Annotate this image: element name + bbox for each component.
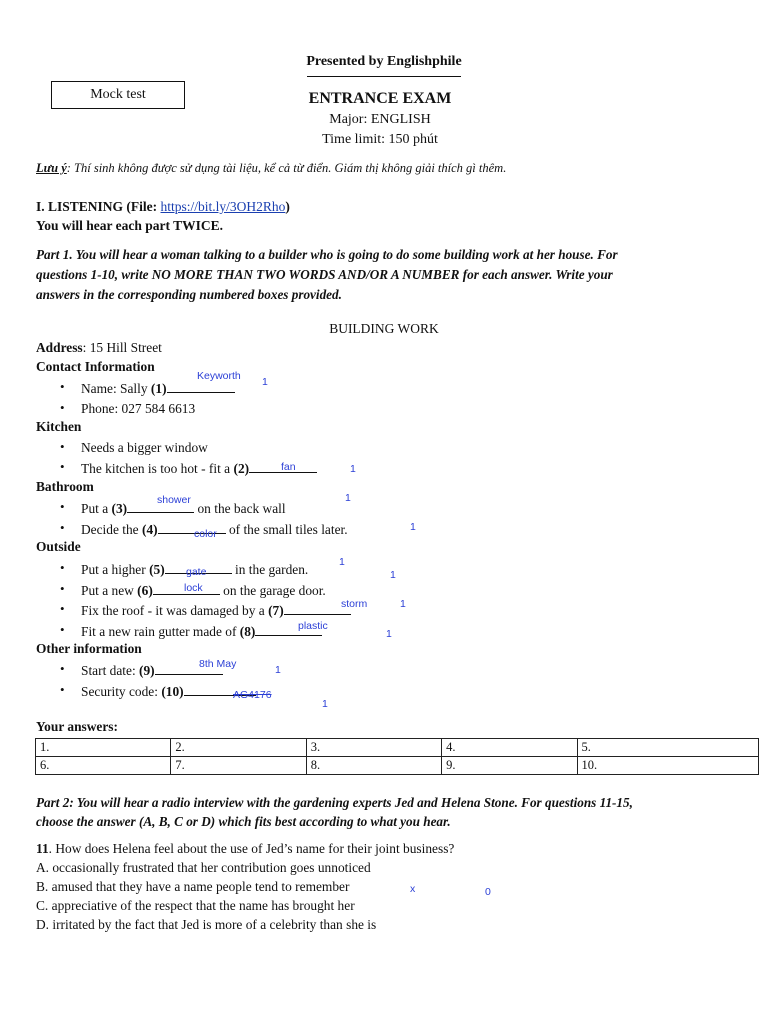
handwritten-q11-mark: x [410,883,416,895]
handwritten-answer-3: shower [157,494,191,506]
handwritten-score-5b: 1 [390,569,396,581]
outside-heading: Outside [36,539,81,554]
form-title: BUILDING WORK [329,321,439,336]
listening-heading [36,199,290,215]
hear-twice-note: You will hear each part TWICE. [36,218,224,233]
handwritten-answer-10: AG4176 [233,689,272,701]
listening-heading-prefix: I. LISTENING (File: [36,199,161,214]
answer-cell[interactable]: 8. [306,757,441,775]
handwritten-answer-1: Keyworth [197,370,241,382]
part1-instructions-line3: answers in the corresponding numbered boxes provided. [36,287,342,302]
handwritten-answer-4: color [194,528,217,540]
out-gutter-prefix: Fit a new rain gutter made of [81,624,240,639]
part2-instructions-line1: Part 2: You will hear a radio interview with the gardening experts Jed and Helena Stone. For questions 11-15, [36,795,633,810]
blank-number-3: (3) [111,501,128,516]
header-divider [307,76,461,77]
presented-by: Presented by Englishphile [306,54,462,69]
question-11 [36,841,454,857]
handwritten-q11-score: 0 [485,886,491,898]
part2-instructions-line2: choose the answer (A, B, C or D) which fits best according to what you hear. [36,814,451,829]
answers-table [35,738,759,775]
handwritten-score-8: 1 [386,628,392,640]
handwritten-score-9: 1 [275,664,281,676]
answer-cell[interactable]: 2. [171,739,306,757]
bullet: • [60,520,65,535]
contact-heading: Contact Information [36,359,155,374]
blank-number-5: (5) [149,562,165,577]
listening-heading-suffix: ) [285,199,290,214]
handwritten-score-2: 1 [350,463,356,475]
address-label: Address [36,340,83,355]
other-info-heading: Other information [36,641,142,656]
bath-color-suffix: of the small tiles later. [225,522,348,537]
bullet: • [60,459,65,474]
blank-number-7: (7) [268,603,284,618]
blank-number-2: (2) [233,461,250,476]
option-b[interactable]: B. amused that they have a name people tend to remember [36,879,350,894]
out-gutter-line [81,623,322,640]
note-text: : Thí sinh không được sử dụng tài liệu, kể cả từ điển. Giám thị không giải thích gì thêm. [66,161,507,175]
handwritten-score-10: 1 [322,698,328,710]
answer-cell[interactable]: 3. [306,739,441,757]
out-lock-suffix: on the garage door. [219,583,326,598]
blank-number-1: (1) [150,381,167,396]
out-gate-prefix: Put a higher [81,562,150,577]
handwritten-score-1: 1 [262,376,268,388]
your-answers-label: Your answers: [36,719,118,734]
bath-shower-suffix: on the back wall [194,501,286,516]
question-11-number: 11 [36,841,49,856]
address-value: : 15 Hill Street [82,340,162,355]
option-a[interactable]: A. occasionally frustrated that her contribution goes unnoticed [36,860,371,875]
audio-file-link[interactable]: https://bit.ly/3OH2Rho [160,199,286,214]
bathroom-heading: Bathroom [36,479,94,494]
handwritten-answer-6: lock [184,582,203,594]
blank-number-8: (8) [239,624,256,639]
handwritten-answer-2: fan [281,461,296,473]
exam-major: Major: ENGLISH [329,112,431,127]
address-line [36,340,162,356]
handwritten-score-7: 1 [400,598,406,610]
bullet: • [60,682,65,697]
blank-number-6: (6) [137,583,153,598]
bullet: • [60,560,65,575]
handwritten-answer-8: plastic [298,620,328,632]
table-row [36,757,759,775]
out-lock-line [81,582,326,599]
start-date-prefix: Start date: [81,663,140,678]
security-code-prefix: Security code: [81,684,162,699]
kitchen-heading: Kitchen [36,419,82,434]
out-roof-prefix: Fix the roof - it was damaged by a [81,603,269,618]
security-code-line [81,683,256,700]
answer-cell[interactable]: 1. [36,739,171,757]
bullet: • [60,400,65,415]
bullet: • [60,379,65,394]
part1-instructions-line1: Part 1. You will hear a woman talking to a builder who is going to do some building work at her house. For [36,247,618,262]
bullet: • [60,661,65,676]
question-11-text: . How does Helena feel about the use of Jed’s name for their joint business? [48,841,455,856]
phone-line: Phone: 027 584 6613 [81,401,196,416]
answer-cell[interactable]: 4. [442,739,577,757]
handwritten-score-3: 1 [345,492,351,504]
out-roof-line [81,602,351,619]
name-prefix: Name: Sally [81,381,151,396]
table-row [36,739,759,757]
bath-color-prefix: Decide the [81,522,142,537]
kitchen-fan-prefix: The kitchen is too hot - fit a [81,461,234,476]
answer-cell[interactable]: 10. [577,757,759,775]
exam-time-limit: Time limit: 150 phút [322,132,438,147]
option-c[interactable]: C. appreciative of the respect that the name has brought her [36,898,355,913]
handwritten-score-4: 1 [410,521,416,533]
bath-shower-prefix: Put a [81,501,112,516]
note-line [36,161,506,176]
answer-cell[interactable]: 9. [442,757,577,775]
blank-number-9: (9) [139,663,155,678]
bullet: • [60,499,65,514]
handwritten-answer-9: 8th May [199,658,237,670]
out-lock-prefix: Put a new [81,583,138,598]
bullet: • [60,622,65,637]
option-d[interactable]: D. irritated by the fact that Jed is more of a celebrity than she is [36,917,377,932]
mock-test-box: Mock test [51,81,185,109]
bullet: • [60,439,65,454]
part1-instructions-line2: questions 1-10, write NO MORE THAN TWO WORDS AND/OR A NUMBER for each answer. Write your [36,267,613,282]
exam-title: ENTRANCE EXAM [308,90,452,107]
name-line [81,380,235,397]
answer-cell[interactable]: 7. [171,757,306,775]
answer-cell[interactable]: 6. [36,757,171,775]
answer-cell[interactable]: 5. [577,739,759,757]
bullet: • [60,581,65,596]
handwritten-score-5: 1 [339,556,345,568]
kitchen-window-line: Needs a bigger window [81,440,208,455]
handwritten-answer-7: storm [341,598,368,610]
blank-number-10: (10) [161,684,184,699]
bullet: • [60,601,65,616]
out-gate-suffix: in the garden. [231,562,309,577]
blank-number-4: (4) [141,522,158,537]
handwritten-answer-5: gate [186,566,207,578]
note-label: Lưu ý [36,161,67,175]
